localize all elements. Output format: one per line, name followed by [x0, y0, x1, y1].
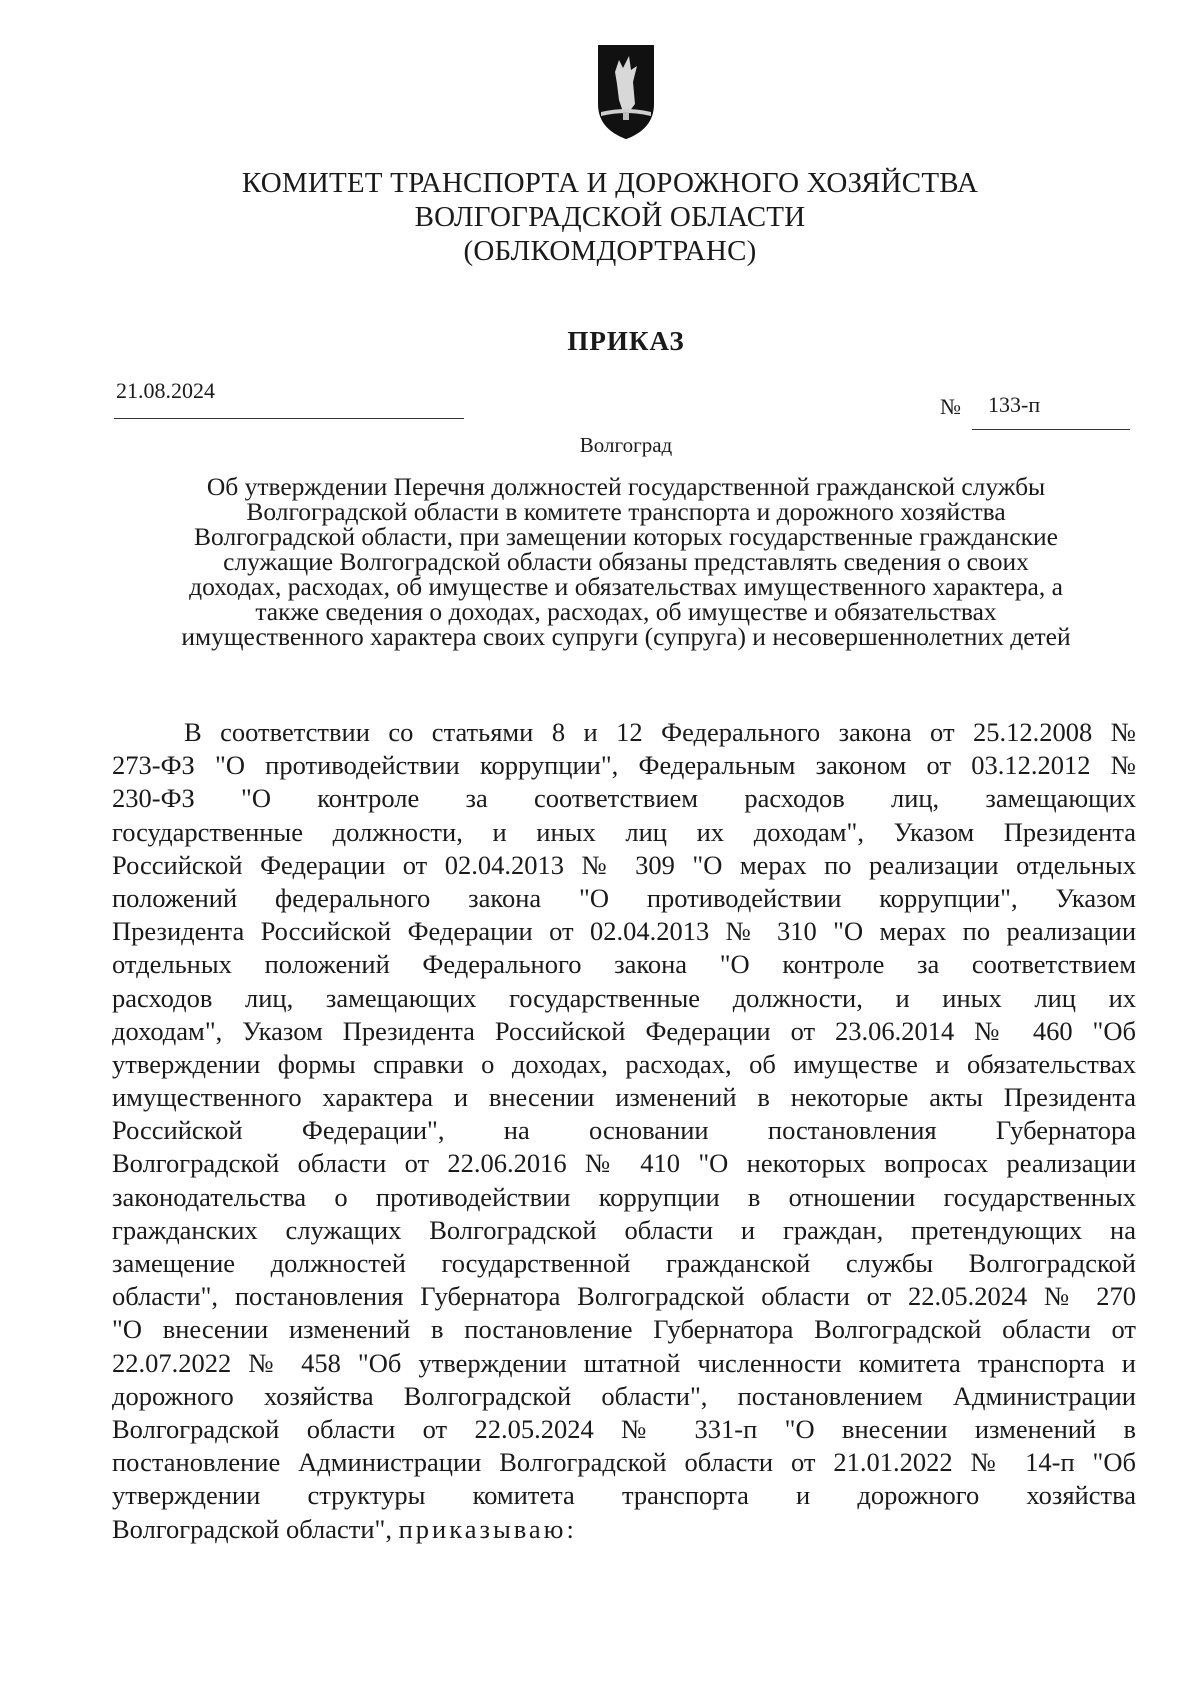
body-line: государственные должности, и иных лиц их доходам", Указом Президента: [112, 816, 1136, 847]
subject-line: служащие Волгоградской области обязаны представлять сведения о своих: [223, 547, 1029, 576]
body-line-final: [112, 1513, 1136, 1546]
number-label: №: [940, 394, 961, 419]
order-word: приказываю:: [398, 1513, 577, 1544]
body-line: Президента Российской Федерации от 02.04.2013 № 310 "О мерах по реализации: [112, 916, 1136, 947]
subject-line: Об утверждении Перечня должностей государственной гражданской службы: [206, 472, 1046, 501]
body-line: Волгоградской области от 22.05.2024 № 331-п "О внесении изменений в: [112, 1413, 1136, 1444]
document-date: 21.08.2024: [116, 378, 215, 403]
body-final-text: Волгоградской области",: [112, 1513, 399, 1544]
body-line: Российской Федерации от 02.04.2013 № 309 "О мерах по реализации отдельных: [112, 849, 1136, 880]
document-type-title: ПРИКАЗ: [567, 326, 685, 356]
subject-line: также сведения о доходах, расходах, об имуществе и обязательствах: [255, 597, 997, 626]
document-subject: [110, 474, 1142, 649]
date-underline: [114, 418, 464, 419]
body-line: положений федерального закона "О противодействии коррупции", Указом: [112, 882, 1136, 913]
coat-of-arms-icon: [593, 42, 659, 142]
body-line: отдельных положений Федерального закона "О контроле за соответствием: [112, 949, 1136, 980]
body-line: дорожного хозяйства Волгоградской области", постановлением Администрации: [112, 1380, 1136, 1411]
body-line: 22.07.2022 № 458 "Об утверждении штатной численности комитета транспорта и: [112, 1347, 1136, 1378]
organization-header: [200, 166, 1020, 268]
document-number: 133-п: [988, 392, 1041, 417]
body-line: области", постановления Губернатора Волгоградской области от 22.05.2024 № 270: [112, 1281, 1136, 1312]
body-line: постановление Администрации Волгоградской области от 21.01.2022 № 14-п "Об: [112, 1447, 1136, 1478]
body-line: 230-ФЗ "О контроле за соответствием расходов лиц, замещающих: [112, 783, 1136, 814]
body-line: доходам", Указом Президента Российской Федерации от 23.06.2014 № 460 "Об: [112, 1015, 1136, 1046]
subject-line: имущественного характера своих супруги (супруга) и несовершеннолетних детей: [181, 622, 1071, 651]
body-line: утверждении структуры комитета транспорта и дорожного хозяйства: [112, 1480, 1136, 1511]
org-name-line-1: КОМИТЕТ ТРАНСПОРТА И ДОРОЖНОГО ХОЗЯЙСТВА: [241, 167, 979, 199]
body-line: имущественного характера и внесении изменений в некоторые акты Президента: [112, 1082, 1136, 1113]
body-line: В соответствии со статьями 8 и 12 Федерального закона от 25.12.2008 №: [184, 717, 1136, 747]
body-line: 273-ФЗ "О противодействии коррупции", Федеральным законом от 03.12.2012 №: [112, 750, 1136, 781]
body-line: Российской Федерации", на основании постановления Губернатора: [112, 1115, 1136, 1146]
body-line: расходов лиц, замещающих государственные должности, и иных лиц их: [112, 982, 1136, 1013]
subject-line: доходах, расходах, об имуществе и обязательствах имущественного характера, а: [189, 572, 1063, 601]
body-line: Волгоградской области от 22.06.2016 № 410 "О некоторых вопросах реализации: [112, 1148, 1136, 1179]
subject-line: Волгоградской области в комитете транспорта и дорожного хозяйства: [246, 497, 1006, 526]
body-line: законодательства о противодействии коррупции в отношении государственных: [112, 1181, 1136, 1212]
body-line: утверждении формы справки о доходах, расходах, об имуществе и обязательствах: [112, 1048, 1136, 1079]
preamble-paragraph: [112, 716, 1136, 1546]
body-line: замещение должностей государственной гражданской службы Волгоградской: [112, 1248, 1136, 1278]
subject-line: Волгоградской области, при замещении которых государственные гражданские: [194, 522, 1058, 551]
place-of-issue: Волгоград: [579, 433, 673, 457]
number-underline: [972, 429, 1130, 430]
body-line: "О внесении изменений в постановление Губернатора Волгоградской области от: [112, 1314, 1136, 1345]
org-name-line-2: ВОЛГОГРАДСКОЙ ОБЛАСТИ: [414, 201, 806, 233]
org-abbreviation: (ОБЛКОМДОРТРАНС): [463, 235, 757, 267]
body-line: гражданских служащих Волгоградской области и граждан, претендующих на: [112, 1214, 1136, 1245]
